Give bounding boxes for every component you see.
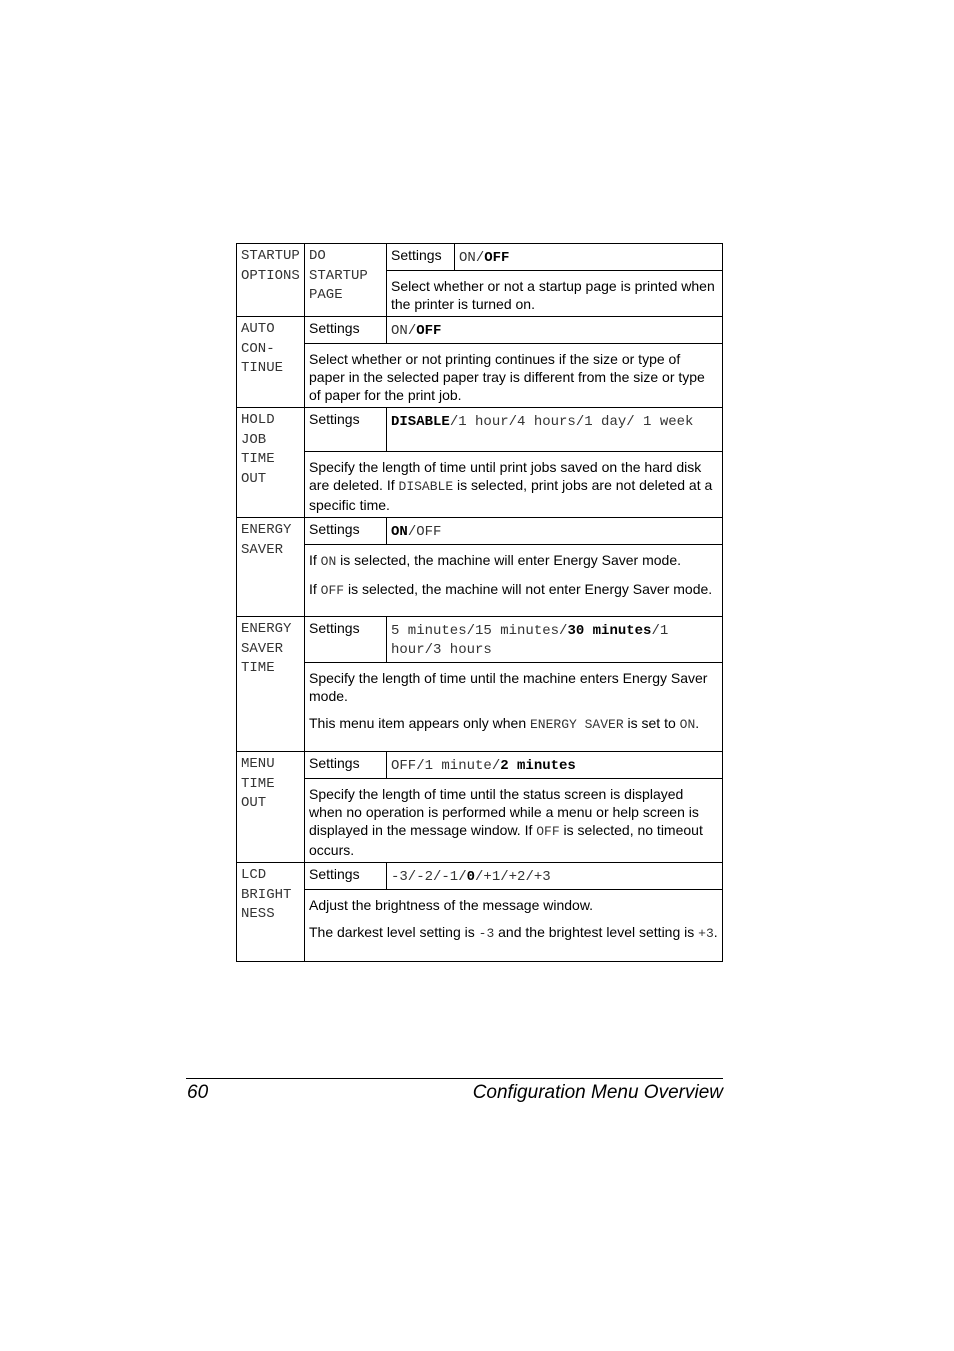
text-run: The darkest level setting is <box>309 924 479 940</box>
menu-name-text: AUTO CON- TINUE <box>241 321 284 376</box>
item-name-do-startup-page <box>305 244 387 317</box>
footer-title: Configuration Menu Overview <box>472 1082 723 1103</box>
settings-label: Settings <box>305 863 387 890</box>
description <box>387 271 723 317</box>
description-text: Select whether or not printing continues if the size or type of paper in the selected paper tray is different from the size or type of paper for the print job. <box>309 351 705 403</box>
default-option-value: DISABLE <box>391 414 450 430</box>
description <box>305 344 723 408</box>
menu-name-lcd-brightness <box>237 863 305 962</box>
text-run: Specify the length of time until the status screen is displayed when no operation is performed while a menu or help screen is displayed in the message window. If <box>309 786 699 838</box>
option-values: /1 hour/3 hours <box>391 623 669 658</box>
footer-divider <box>186 1078 723 1079</box>
default-option-value: 30 minutes <box>567 623 652 639</box>
settings-values <box>387 752 723 779</box>
default-option-value: 0 <box>466 869 476 885</box>
description-text: Specify the length of time until the machine enters Energy Saver mode. <box>309 670 708 704</box>
option-values: /1 hour/4 hours/1 day/ 1 week <box>449 414 694 430</box>
code-value: DISABLE <box>398 479 454 494</box>
table-row <box>237 752 723 779</box>
option-values: /+1/+2/+3 <box>475 869 551 885</box>
table-row <box>237 663 723 752</box>
table-row <box>237 452 723 518</box>
default-option-value: 2 minutes <box>500 758 576 774</box>
description-text <box>309 785 718 859</box>
table-row <box>237 863 723 890</box>
settings-label: Settings <box>305 617 387 663</box>
option-separator: / <box>407 524 417 540</box>
table-row <box>237 545 723 617</box>
default-option-value: OFF <box>484 250 510 266</box>
code-value: OFF <box>320 583 345 598</box>
text-run: is selected, the machine will enter Energy Saver mode. <box>336 552 682 568</box>
settings-label: Settings <box>305 518 387 545</box>
menu-name-text: STARTUP OPTIONS <box>241 248 300 284</box>
settings-values <box>387 408 723 452</box>
menu-name-text: ENERGY SAVER TIME <box>241 621 292 676</box>
text-run: This menu item appears only when <box>309 715 530 731</box>
menu-name-text: HOLD JOB TIME OUT <box>241 412 275 487</box>
default-option-value: ON <box>391 524 408 540</box>
menu-name-text: LCD BRIGHT NESS <box>241 867 292 922</box>
option-separator: / <box>407 323 417 339</box>
table-row <box>237 890 723 962</box>
option-value: OFF <box>416 524 442 540</box>
option-value: ON <box>459 250 476 266</box>
description-text: Select whether or not a startup page is printed when the printer is turned on. <box>391 278 715 312</box>
default-option-value: OFF <box>416 323 442 339</box>
code-value: ENERGY SAVER <box>530 717 624 732</box>
settings-label: Settings <box>387 244 455 271</box>
code-value: OFF <box>536 824 560 839</box>
menu-name-text: MENU TIME OUT <box>241 756 275 811</box>
settings-values <box>387 617 723 663</box>
description <box>305 663 723 752</box>
description <box>305 452 723 518</box>
configuration-menu-table <box>236 243 723 962</box>
table-row <box>237 518 723 545</box>
option-value: ON <box>391 323 408 339</box>
page-number: 60 <box>187 1082 209 1103</box>
text-run: If <box>309 581 321 597</box>
table-row <box>237 317 723 344</box>
table-row <box>237 779 723 863</box>
text-run: is selected, print jobs are not deleted at a specific time. <box>309 477 713 513</box>
menu-name-text: ENERGY SAVER <box>241 522 292 558</box>
table-row <box>237 244 723 271</box>
text-run: If <box>309 552 321 568</box>
table-row <box>237 408 723 452</box>
settings-values <box>387 518 723 545</box>
text-run: Specify the length of time until print jobs saved on the hard disk are deleted. If <box>309 459 702 493</box>
settings-label: Settings <box>305 317 387 344</box>
table-row <box>237 617 723 663</box>
settings-values <box>455 244 723 271</box>
description <box>305 890 723 962</box>
text-run: . <box>695 715 700 731</box>
settings-values <box>387 317 723 344</box>
option-values: 5 minutes/15 minutes/ <box>391 623 568 639</box>
text-run: is selected, the machine will not enter Energy Saver mode. <box>344 581 713 597</box>
text-run: is set to <box>623 715 680 731</box>
menu-name-hold-job-time-out <box>237 408 305 518</box>
settings-label: Settings <box>305 752 387 779</box>
description-text <box>309 551 718 571</box>
text-run: is selected, no timeout occurs. <box>309 822 703 858</box>
description-text <box>309 580 718 600</box>
text-run: . <box>713 924 718 940</box>
code-value: -3 <box>478 926 495 941</box>
menu-name-auto-continue <box>237 317 305 408</box>
item-name-text: DO STARTUP PAGE <box>309 248 368 303</box>
code-value: ON <box>320 554 337 569</box>
option-values: -3/-2/-1/ <box>391 869 467 885</box>
description-text <box>309 458 718 514</box>
option-separator: / <box>475 250 485 266</box>
description <box>305 779 723 863</box>
menu-name-startup-options <box>237 244 305 317</box>
menu-name-menu-time-out <box>237 752 305 863</box>
code-value: ON <box>679 717 696 732</box>
text-run: and the brightest level setting is <box>494 924 699 940</box>
option-values: OFF/1 minute/ <box>391 758 501 774</box>
settings-values <box>387 863 723 890</box>
menu-name-energy-saver-time <box>237 617 305 752</box>
code-value: +3 <box>698 926 714 941</box>
settings-label: Settings <box>305 408 387 452</box>
description-text: Adjust the brightness of the message window. <box>309 897 594 913</box>
table-row <box>237 344 723 408</box>
description-text <box>309 714 718 734</box>
description-text <box>309 923 718 943</box>
menu-name-energy-saver <box>237 518 305 617</box>
description <box>305 545 723 617</box>
